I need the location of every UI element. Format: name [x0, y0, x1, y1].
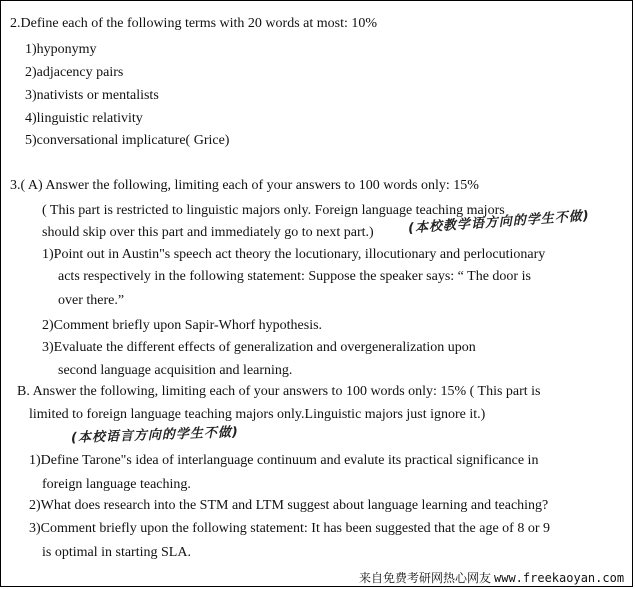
q2-item-2: 2)adjacency pairs: [25, 65, 124, 80]
q3b-heading-line2: limited to foreign language teaching majors only.Linguistic majors just ignore it.): [29, 407, 486, 422]
q2-heading: 2.Define each of the following terms with 20 words at most: 10%: [10, 16, 378, 31]
q3a-item-1-line1: 1)Point out in Austin"s speech act theory the locutionary, illocutionary and perlocutionary: [42, 247, 546, 262]
q3a-note-line1: ( This part is restricted to linguistic majors only. Foreign language teaching majors: [42, 203, 505, 218]
q2-item-1: 1)hyponymy: [25, 42, 97, 57]
q3b-item-2: 2)What does research into the STM and LTM suggest about language learning and teaching?: [29, 498, 549, 513]
q3a-item-3-line1: 3)Evaluate the different effects of generalization and overgeneralization upon: [42, 340, 476, 355]
q3b-item-1-line2: foreign language teaching.: [42, 477, 191, 492]
footer-url: www.freekaoyan.com: [494, 571, 625, 585]
q3a-item-1-line2: acts respectively in the following statement: Suppose the speaker says: “ The door is: [58, 269, 531, 284]
q3a-handwritten-note: (本校教学语方向的学生不做): [407, 208, 591, 237]
q3a-heading: 3.( A) Answer the following, limiting each of your answers to 100 words only: 15%: [10, 178, 479, 193]
q2-item-5: 5)conversational implicature( Grice): [25, 133, 230, 148]
q2-item-4: 4)linguistic relativity: [25, 111, 143, 126]
footer-source-text: 来自免费考研网热心网友: [359, 571, 492, 585]
q3b-handwritten-note: (本校语言方向的学生不做): [70, 425, 240, 446]
q3b-item-3-line1: 3)Comment briefly upon the following statement: It has been suggested that the age of 8 or 9: [29, 521, 550, 536]
q3a-item-1-line3: over there.”: [58, 293, 125, 308]
q3b-item-1-line1: 1)Define Tarone"s idea of interlanguage continuum and evalute its practical significance in: [29, 453, 539, 468]
q3a-item-2: 2)Comment briefly upon Sapir-Whorf hypothesis.: [42, 318, 323, 333]
q3a-item-3-line2: second language acquisition and learning.: [58, 363, 293, 378]
q3a-note-line2: should skip over this part and immediately go to next part.): [42, 225, 374, 240]
q2-item-3: 3)nativists or mentalists: [25, 88, 159, 103]
q3b-item-3-line2: is optimal in starting SLA.: [42, 545, 191, 560]
q3b-heading-line1: B. Answer the following, limiting each of your answers to 100 words only: 15% ( This part is: [17, 384, 541, 399]
